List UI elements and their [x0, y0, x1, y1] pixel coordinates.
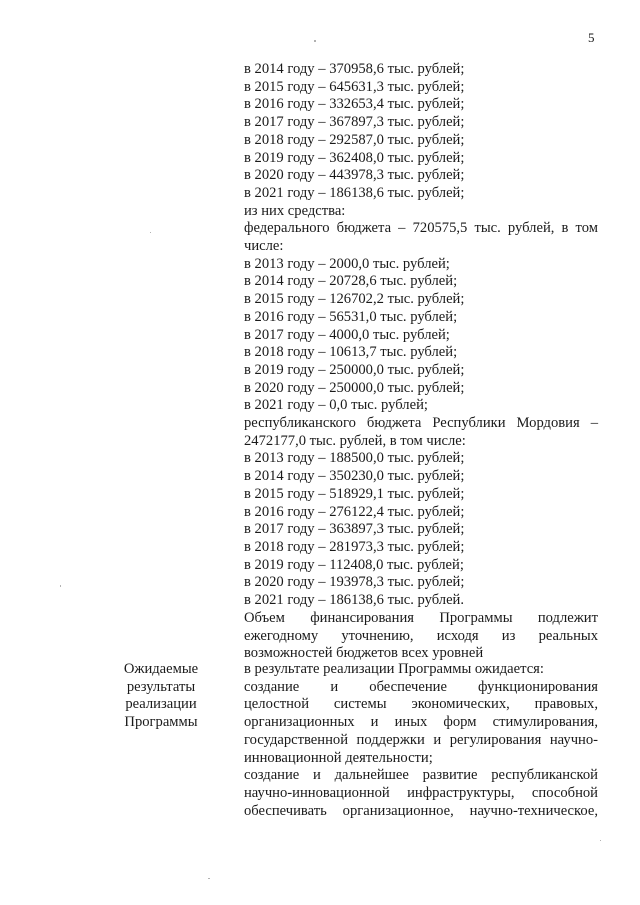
republic-year-2014: в 2014 году – 350230,0 тыс. рублей; — [244, 468, 465, 485]
republic-budget-heading-cont: 2472177,0 тыс. рублей, в том числе: — [244, 432, 466, 449]
federal-year-2020: в 2020 году – 250000,0 тыс. рублей; — [244, 379, 465, 396]
republic-year-2016: в 2016 году – 276122,4 тыс. рублей; — [244, 503, 465, 520]
federal-budget-heading-cont: числе: — [244, 238, 284, 255]
republic-budget-heading: республиканского бюджета Республики Мордовия – — [244, 415, 598, 432]
republic-year-2015: в 2015 году – 518929,1 тыс. рублей; — [244, 485, 465, 502]
results-line: создание и дальнейшее развитие республиканской — [244, 767, 598, 784]
scan-speck — [60, 585, 61, 587]
results-line: целостной системы экономических, правовых, — [244, 696, 598, 713]
scan-speck — [150, 232, 151, 233]
federal-budget-heading: федерального бюджета – 720575,5 тыс. рублей, в том — [244, 220, 598, 237]
results-line: государственной поддержки и регулирования научно- — [244, 731, 598, 748]
total-year-2014: в 2014 году – 370958,6 тыс. рублей; — [244, 61, 465, 77]
republic-year-2013: в 2013 году – 188500,0 тыс. рублей; — [244, 450, 465, 467]
federal-year-2018: в 2018 году – 10613,7 тыс. рублей; — [244, 344, 458, 361]
federal-year-2016: в 2016 году – 56531,0 тыс. рублей; — [244, 308, 458, 325]
scan-speck — [314, 40, 316, 42]
federal-year-2017: в 2017 году – 4000,0 тыс. рублей; — [244, 326, 450, 343]
page-number: 5 — [588, 30, 595, 45]
total-year-2021: в 2021 году – 186138,6 тыс. рублей; — [244, 184, 465, 201]
expected-results-text — [244, 661, 598, 820]
expected-results-label — [91, 661, 231, 732]
financing-section — [244, 61, 598, 663]
results-line: создание и обеспечение функционирования — [244, 678, 598, 695]
results-line: научно-инновационной инфраструктуры, способной — [244, 784, 598, 801]
scan-speck — [208, 878, 210, 879]
results-line: организационных и иных форм стимулирования, — [244, 714, 598, 731]
federal-year-2021: в 2021 году – 0,0 тыс. рублей; — [244, 397, 428, 414]
federal-year-2013: в 2013 году – 2000,0 тыс. рублей; — [244, 255, 450, 272]
republic-year-2019: в 2019 году – 112408,0 тыс. рублей; — [244, 556, 464, 573]
label-line: Программы — [124, 714, 198, 731]
republic-year-2018: в 2018 году – 281973,3 тыс. рублей; — [244, 538, 465, 555]
results-line: в результате реализации Программы ожидается: — [244, 661, 544, 677]
financing-note-line: возможностей бюджетов всех уровней — [244, 645, 484, 662]
total-year-2019: в 2019 году – 362408,0 тыс. рублей; — [244, 149, 465, 166]
label-line: результаты — [126, 678, 196, 695]
republic-year-2020: в 2020 году – 193978,3 тыс. рублей; — [244, 574, 465, 591]
financing-note-line: ежегодному уточнению, исходя из реальных — [244, 627, 598, 644]
financing-note-line: Объем финансирования Программы подлежит — [244, 609, 598, 626]
label-line: Ожидаемые — [123, 661, 199, 677]
total-year-2020: в 2020 году – 443978,3 тыс. рублей; — [244, 167, 465, 184]
total-year-2017: в 2017 году – 367897,3 тыс. рублей; — [244, 114, 465, 131]
scan-speck — [600, 840, 601, 841]
republic-year-2017: в 2017 году – 363897,3 тыс. рублей; — [244, 521, 465, 538]
total-year-2016: в 2016 году – 332653,4 тыс. рублей; — [244, 96, 465, 113]
total-year-2015: в 2015 году – 645631,3 тыс. рублей; — [244, 78, 465, 95]
federal-year-2014: в 2014 году – 20728,6 тыс. рублей; — [244, 273, 458, 290]
federal-year-2019: в 2019 году – 250000,0 тыс. рублей; — [244, 361, 465, 378]
republic-year-2021: в 2021 году – 186138,6 тыс. рублей. — [244, 592, 465, 609]
federal-year-2015: в 2015 году – 126702,2 тыс. рублей; — [244, 291, 465, 308]
results-line: инновационной деятельности; — [244, 749, 433, 766]
label-line: реализации — [125, 696, 197, 713]
results-line: обеспечивать организационное, научно-техническое, — [244, 802, 598, 819]
total-year-2018: в 2018 году – 292587,0 тыс. рублей; — [244, 131, 465, 148]
from-them-label: из них средства: — [244, 202, 346, 219]
